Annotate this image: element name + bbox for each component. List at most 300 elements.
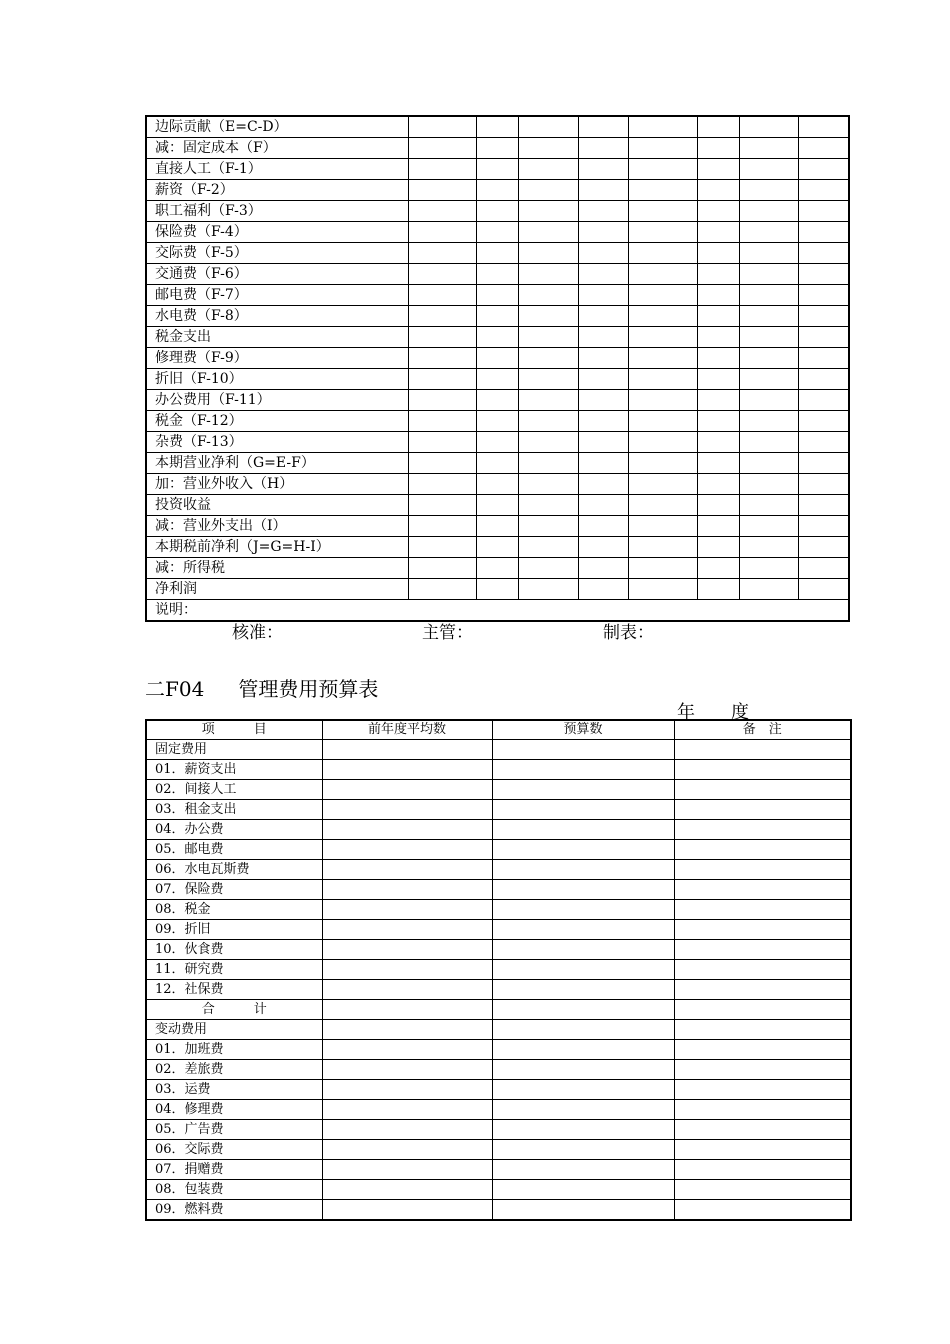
value-cell[interactable]	[492, 1020, 674, 1040]
value-cell[interactable]	[518, 159, 578, 180]
value-cell[interactable]	[628, 159, 697, 180]
value-cell[interactable]	[628, 432, 697, 453]
row-label: 邮电费（F-7）	[146, 285, 408, 306]
row-label: 10．伙食费	[146, 940, 322, 960]
value-cell[interactable]	[674, 1080, 851, 1100]
table-row	[146, 348, 849, 369]
value-cell[interactable]	[578, 348, 628, 369]
value-cell[interactable]	[674, 880, 851, 900]
value-cell[interactable]	[674, 800, 851, 820]
value-cell[interactable]	[628, 558, 697, 579]
value-cell[interactable]	[476, 327, 518, 348]
row-label: 01．加班费	[146, 1040, 322, 1060]
table-row	[146, 285, 849, 306]
table-row	[146, 432, 849, 453]
value-cell[interactable]	[578, 116, 628, 138]
value-cell[interactable]	[408, 369, 476, 390]
value-cell[interactable]	[578, 579, 628, 600]
value-cell[interactable]	[628, 222, 697, 243]
value-cell[interactable]	[674, 1160, 851, 1180]
value-cell[interactable]	[518, 180, 578, 201]
value-cell[interactable]	[476, 264, 518, 285]
value-cell[interactable]	[674, 1200, 851, 1221]
value-cell[interactable]	[578, 432, 628, 453]
value-cell[interactable]	[628, 327, 697, 348]
value-cell[interactable]	[578, 537, 628, 558]
value-cell[interactable]	[578, 390, 628, 411]
value-cell[interactable]	[408, 306, 476, 327]
row-label: 08．税金	[146, 900, 322, 920]
value-cell[interactable]	[628, 285, 697, 306]
value-cell[interactable]	[518, 516, 578, 537]
value-cell[interactable]	[492, 1140, 674, 1160]
supervisor-label: 主管：	[422, 623, 473, 643]
value-cell[interactable]	[674, 1180, 851, 1200]
value-cell[interactable]	[628, 138, 697, 159]
value-cell[interactable]	[322, 860, 492, 880]
value-cell[interactable]	[408, 516, 476, 537]
value-cell[interactable]	[739, 432, 798, 453]
value-cell[interactable]	[518, 327, 578, 348]
value-cell[interactable]	[408, 348, 476, 369]
value-cell[interactable]	[628, 348, 697, 369]
preparer-label: 制表：	[603, 623, 654, 643]
value-cell[interactable]	[674, 860, 851, 880]
value-cell[interactable]	[578, 369, 628, 390]
value-cell[interactable]	[322, 800, 492, 820]
row-label: 薪资（F-2）	[146, 180, 408, 201]
value-cell[interactable]	[492, 900, 674, 920]
value-cell[interactable]	[492, 1100, 674, 1120]
table-row	[146, 537, 849, 558]
value-cell[interactable]	[697, 116, 739, 138]
value-cell[interactable]	[739, 369, 798, 390]
value-cell[interactable]	[578, 243, 628, 264]
value-cell[interactable]	[739, 411, 798, 432]
value-cell[interactable]	[492, 860, 674, 880]
value-cell[interactable]	[628, 390, 697, 411]
value-cell[interactable]	[697, 516, 739, 537]
value-cell[interactable]	[518, 243, 578, 264]
value-cell[interactable]	[322, 1020, 492, 1040]
value-cell[interactable]	[492, 1040, 674, 1060]
table-row	[146, 1180, 851, 1200]
header-remarks: 备 注	[674, 720, 851, 740]
income-statement-table	[145, 115, 850, 622]
value-cell[interactable]	[476, 306, 518, 327]
value-cell[interactable]	[798, 411, 849, 432]
value-cell[interactable]	[578, 495, 628, 516]
value-cell[interactable]	[492, 800, 674, 820]
value-cell[interactable]	[322, 940, 492, 960]
row-label: 03．租金支出	[146, 800, 322, 820]
value-cell[interactable]	[674, 1000, 851, 1020]
value-cell[interactable]	[322, 980, 492, 1000]
value-cell[interactable]	[322, 1080, 492, 1100]
value-cell[interactable]	[798, 180, 849, 201]
value-cell[interactable]	[578, 138, 628, 159]
row-label: 水电费（F-8）	[146, 306, 408, 327]
value-cell[interactable]	[518, 116, 578, 138]
value-cell[interactable]	[578, 411, 628, 432]
value-cell[interactable]	[674, 900, 851, 920]
value-cell[interactable]	[322, 760, 492, 780]
value-cell[interactable]	[518, 369, 578, 390]
row-label: 修理费（F-9）	[146, 348, 408, 369]
value-cell[interactable]	[674, 820, 851, 840]
value-cell[interactable]	[697, 285, 739, 306]
value-cell[interactable]	[518, 222, 578, 243]
row-label: 减：营业外支出（I）	[146, 516, 408, 537]
value-cell[interactable]	[674, 840, 851, 860]
value-cell[interactable]	[739, 474, 798, 495]
value-cell[interactable]	[628, 369, 697, 390]
value-cell[interactable]	[628, 579, 697, 600]
row-label: 加：营业外收入（H）	[146, 474, 408, 495]
value-cell[interactable]	[492, 980, 674, 1000]
value-cell[interactable]	[674, 1040, 851, 1060]
value-cell[interactable]	[492, 920, 674, 940]
value-cell[interactable]	[697, 558, 739, 579]
value-cell[interactable]	[628, 180, 697, 201]
value-cell[interactable]	[697, 579, 739, 600]
value-cell[interactable]	[674, 1100, 851, 1120]
value-cell[interactable]	[674, 940, 851, 960]
value-cell[interactable]	[492, 760, 674, 780]
value-cell[interactable]	[578, 474, 628, 495]
value-cell[interactable]	[798, 264, 849, 285]
row-label: 办公费用（F-11）	[146, 390, 408, 411]
value-cell[interactable]	[322, 1000, 492, 1020]
value-cell[interactable]	[628, 306, 697, 327]
value-cell[interactable]	[518, 495, 578, 516]
value-cell[interactable]	[578, 201, 628, 222]
value-cell[interactable]	[492, 880, 674, 900]
value-cell[interactable]	[697, 348, 739, 369]
value-cell[interactable]	[697, 411, 739, 432]
value-cell[interactable]	[408, 411, 476, 432]
value-cell[interactable]	[408, 432, 476, 453]
table-row	[146, 880, 851, 900]
value-cell[interactable]	[408, 222, 476, 243]
value-cell[interactable]	[739, 453, 798, 474]
note-label: 说明：	[146, 600, 849, 622]
value-cell[interactable]	[739, 201, 798, 222]
value-cell[interactable]	[798, 159, 849, 180]
value-cell[interactable]	[674, 1140, 851, 1160]
value-cell[interactable]	[739, 264, 798, 285]
value-cell[interactable]	[674, 1120, 851, 1140]
value-cell[interactable]	[322, 740, 492, 760]
value-cell[interactable]	[674, 1060, 851, 1080]
value-cell[interactable]	[408, 180, 476, 201]
value-cell[interactable]	[697, 138, 739, 159]
value-cell[interactable]	[628, 453, 697, 474]
value-cell[interactable]	[628, 243, 697, 264]
value-cell[interactable]	[697, 432, 739, 453]
value-cell[interactable]	[518, 411, 578, 432]
value-cell[interactable]	[674, 760, 851, 780]
value-cell[interactable]	[492, 820, 674, 840]
value-cell[interactable]	[518, 453, 578, 474]
value-cell[interactable]	[322, 920, 492, 940]
value-cell[interactable]	[322, 840, 492, 860]
value-cell[interactable]	[798, 243, 849, 264]
value-cell[interactable]	[408, 201, 476, 222]
value-cell[interactable]	[492, 840, 674, 860]
value-cell[interactable]	[798, 369, 849, 390]
value-cell[interactable]	[492, 740, 674, 760]
row-label: 06．水电瓦斯费	[146, 860, 322, 880]
value-cell[interactable]	[578, 159, 628, 180]
value-cell[interactable]	[628, 495, 697, 516]
value-cell[interactable]	[739, 180, 798, 201]
row-label: 直接人工（F-1）	[146, 159, 408, 180]
value-cell[interactable]	[408, 558, 476, 579]
value-cell[interactable]	[578, 453, 628, 474]
value-cell[interactable]	[408, 495, 476, 516]
value-cell[interactable]	[476, 348, 518, 369]
value-cell[interactable]	[408, 474, 476, 495]
value-cell[interactable]	[408, 537, 476, 558]
value-cell[interactable]	[697, 222, 739, 243]
value-cell[interactable]	[492, 940, 674, 960]
row-label: 06．交际费	[146, 1140, 322, 1160]
value-cell[interactable]	[492, 1080, 674, 1100]
value-cell[interactable]	[322, 1040, 492, 1060]
value-cell[interactable]	[739, 327, 798, 348]
value-cell[interactable]	[476, 285, 518, 306]
value-cell[interactable]	[578, 558, 628, 579]
value-cell[interactable]	[798, 474, 849, 495]
table-row	[146, 760, 851, 780]
value-cell[interactable]	[322, 900, 492, 920]
table-row	[146, 159, 849, 180]
value-cell[interactable]	[476, 411, 518, 432]
value-cell[interactable]	[628, 264, 697, 285]
value-cell[interactable]	[408, 285, 476, 306]
value-cell[interactable]	[476, 495, 518, 516]
value-cell[interactable]	[492, 960, 674, 980]
value-cell[interactable]	[408, 390, 476, 411]
value-cell[interactable]	[697, 495, 739, 516]
value-cell[interactable]	[798, 579, 849, 600]
value-cell[interactable]	[739, 159, 798, 180]
value-cell[interactable]	[492, 1000, 674, 1020]
value-cell[interactable]	[739, 243, 798, 264]
value-cell[interactable]	[739, 537, 798, 558]
value-cell[interactable]	[798, 306, 849, 327]
value-cell[interactable]	[697, 180, 739, 201]
value-cell[interactable]	[798, 201, 849, 222]
value-cell[interactable]	[578, 327, 628, 348]
table-row	[146, 453, 849, 474]
value-cell[interactable]	[578, 264, 628, 285]
value-cell[interactable]	[739, 285, 798, 306]
value-cell[interactable]	[628, 516, 697, 537]
value-cell[interactable]	[476, 201, 518, 222]
value-cell[interactable]	[739, 558, 798, 579]
row-label: 固定费用	[146, 740, 322, 760]
value-cell[interactable]	[492, 780, 674, 800]
row-label: 01．薪资支出	[146, 760, 322, 780]
value-cell[interactable]	[322, 1120, 492, 1140]
value-cell[interactable]	[628, 411, 697, 432]
value-cell[interactable]	[674, 980, 851, 1000]
approve-label: 核准：	[232, 623, 283, 643]
value-cell[interactable]	[518, 306, 578, 327]
value-cell[interactable]	[739, 306, 798, 327]
value-cell[interactable]	[322, 960, 492, 980]
value-cell[interactable]	[697, 243, 739, 264]
value-cell[interactable]	[476, 474, 518, 495]
value-cell[interactable]	[798, 495, 849, 516]
value-cell[interactable]	[492, 1180, 674, 1200]
section-title: 管理费用预算表	[238, 677, 379, 701]
value-cell[interactable]	[518, 285, 578, 306]
value-cell[interactable]	[492, 1160, 674, 1180]
value-cell[interactable]	[518, 432, 578, 453]
value-cell[interactable]	[476, 116, 518, 138]
value-cell[interactable]	[578, 516, 628, 537]
value-cell[interactable]	[739, 579, 798, 600]
value-cell[interactable]	[739, 390, 798, 411]
value-cell[interactable]	[739, 138, 798, 159]
value-cell[interactable]	[739, 495, 798, 516]
value-cell[interactable]	[697, 306, 739, 327]
value-cell[interactable]	[674, 920, 851, 940]
value-cell[interactable]	[408, 243, 476, 264]
value-cell[interactable]	[697, 390, 739, 411]
value-cell[interactable]	[476, 516, 518, 537]
value-cell[interactable]	[674, 780, 851, 800]
value-cell[interactable]	[476, 222, 518, 243]
value-cell[interactable]	[697, 159, 739, 180]
value-cell[interactable]	[798, 516, 849, 537]
value-cell[interactable]	[408, 579, 476, 600]
row-label: 03．运费	[146, 1080, 322, 1100]
value-cell[interactable]	[476, 579, 518, 600]
value-cell[interactable]	[322, 780, 492, 800]
value-cell[interactable]	[798, 432, 849, 453]
value-cell[interactable]	[476, 180, 518, 201]
value-cell[interactable]	[408, 159, 476, 180]
value-cell[interactable]	[518, 558, 578, 579]
table-row	[146, 558, 849, 579]
value-cell[interactable]	[322, 1180, 492, 1200]
value-cell[interactable]	[322, 1060, 492, 1080]
table-row	[146, 180, 849, 201]
value-cell[interactable]	[476, 159, 518, 180]
value-cell[interactable]	[518, 390, 578, 411]
value-cell[interactable]	[476, 453, 518, 474]
value-cell[interactable]	[697, 327, 739, 348]
value-cell[interactable]	[697, 474, 739, 495]
value-cell[interactable]	[739, 222, 798, 243]
value-cell[interactable]	[628, 537, 697, 558]
value-cell[interactable]	[739, 516, 798, 537]
value-cell[interactable]	[322, 820, 492, 840]
value-cell[interactable]	[798, 138, 849, 159]
value-cell[interactable]	[798, 285, 849, 306]
value-cell[interactable]	[798, 222, 849, 243]
value-cell[interactable]	[476, 369, 518, 390]
value-cell[interactable]	[798, 537, 849, 558]
value-cell[interactable]	[492, 1200, 674, 1221]
value-cell[interactable]	[798, 390, 849, 411]
table-row	[146, 740, 851, 760]
value-cell[interactable]	[578, 306, 628, 327]
value-cell[interactable]	[322, 1100, 492, 1120]
value-cell[interactable]	[492, 1120, 674, 1140]
value-cell[interactable]	[322, 880, 492, 900]
value-cell[interactable]	[408, 138, 476, 159]
value-cell[interactable]	[518, 348, 578, 369]
value-cell[interactable]	[518, 138, 578, 159]
value-cell[interactable]	[674, 960, 851, 980]
value-cell[interactable]	[578, 285, 628, 306]
value-cell[interactable]	[476, 243, 518, 264]
value-cell[interactable]	[408, 116, 476, 138]
value-cell[interactable]	[697, 264, 739, 285]
value-cell[interactable]	[578, 222, 628, 243]
value-cell[interactable]	[739, 116, 798, 138]
value-cell[interactable]	[798, 558, 849, 579]
value-cell[interactable]	[476, 432, 518, 453]
value-cell[interactable]	[697, 537, 739, 558]
value-cell[interactable]	[518, 201, 578, 222]
value-cell[interactable]	[518, 537, 578, 558]
value-cell[interactable]	[322, 1200, 492, 1221]
row-label: 税金支出	[146, 327, 408, 348]
value-cell[interactable]	[798, 453, 849, 474]
value-cell[interactable]	[628, 201, 697, 222]
value-cell[interactable]	[578, 180, 628, 201]
table-row	[146, 1140, 851, 1160]
value-cell[interactable]	[408, 327, 476, 348]
value-cell[interactable]	[492, 1060, 674, 1080]
table-row	[146, 900, 851, 920]
value-cell[interactable]	[697, 453, 739, 474]
value-cell[interactable]	[628, 474, 697, 495]
value-cell[interactable]	[798, 116, 849, 138]
value-cell[interactable]	[697, 201, 739, 222]
value-cell[interactable]	[518, 579, 578, 600]
value-cell[interactable]	[476, 537, 518, 558]
value-cell[interactable]	[674, 1020, 851, 1040]
value-cell[interactable]	[408, 264, 476, 285]
value-cell[interactable]	[408, 453, 476, 474]
value-cell[interactable]	[628, 116, 697, 138]
value-cell[interactable]	[798, 348, 849, 369]
value-cell[interactable]	[476, 390, 518, 411]
value-cell[interactable]	[697, 369, 739, 390]
value-cell[interactable]	[674, 740, 851, 760]
value-cell[interactable]	[518, 264, 578, 285]
table-row	[146, 1120, 851, 1140]
row-label: 边际贡献（E=C-D）	[146, 116, 408, 138]
value-cell[interactable]	[476, 138, 518, 159]
value-cell[interactable]	[476, 558, 518, 579]
value-cell[interactable]	[322, 1160, 492, 1180]
row-label: 变动费用	[146, 1020, 322, 1040]
value-cell[interactable]	[739, 348, 798, 369]
table-header-row	[146, 720, 851, 740]
degree-char: 度	[731, 702, 749, 723]
value-cell[interactable]	[322, 1140, 492, 1160]
value-cell[interactable]	[798, 327, 849, 348]
value-cell[interactable]	[518, 474, 578, 495]
